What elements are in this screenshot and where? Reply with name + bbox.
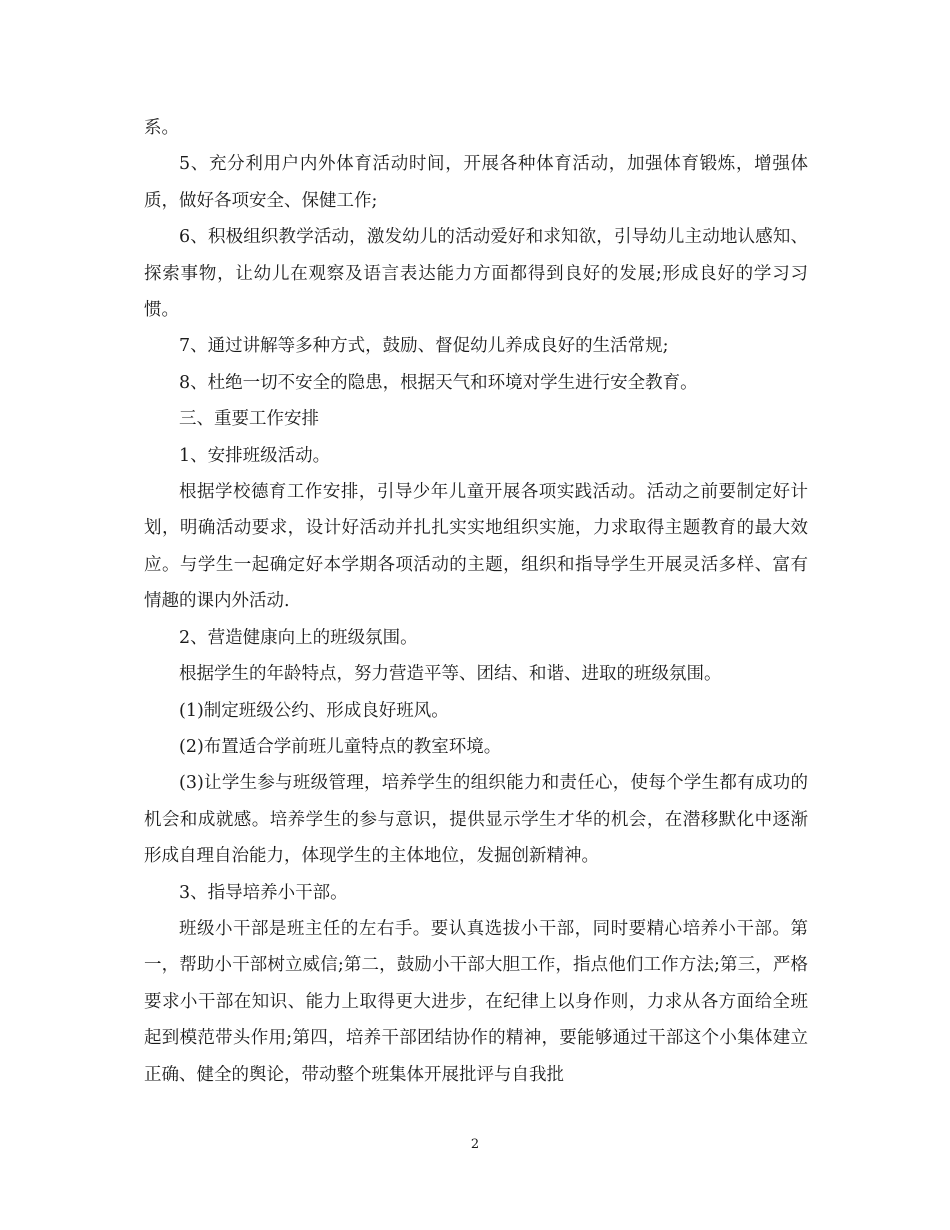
paragraph-activities: 根据学校德育工作安排，引导少年儿童开展各项实践活动。活动之前要制定好计划，明确活动要求，设计好活动并扎扎实实地组织实施，力求取得主题教育的最大效应。与学生一起确定好本学期各项活动的主题，组织和指导学生开展灵活多样、富有情趣的课内外活动. xyxy=(144,482,808,612)
page-number: 2 xyxy=(470,1137,480,1152)
subheading-2: 2、营造健康向上的班级氛围。 xyxy=(179,627,418,648)
subheading-1: 1、安排班级活动。 xyxy=(179,445,331,466)
paragraph-cadres: 班级小干部是班主任的左右手。要认真选拔小干部，同时要精心培养小干部。第一，帮助小干部树立威信;第二，鼓励小干部大胆工作，指点他们工作方法;第三，严格要求小干部在知识、能力上取得更大进步，在纪律上以身作则，力求从各方面给全班起到模范带头作用;第四，培养干部团结协作的精神，要能够通过干部这个小集体建立正确、健全的舆论，带动整个班集体开展批评与自我批 xyxy=(144,918,808,1085)
paragraph-continuation: 系。 xyxy=(144,118,179,138)
document-body xyxy=(144,110,808,1093)
paragraph-item-6: 6、积极组织教学活动，激发幼儿的活动爱好和求知欲，引导幼儿主动地认感知、探索事物，让幼儿在观察及语言表达能力方面都得到良好的发展;形成良好的学习习惯。 xyxy=(144,227,808,321)
list-item-1: (1)制定班级公约、形成良好班风。 xyxy=(179,700,449,721)
paragraph-item-7: 7、通过讲解等多种方式，鼓励、督促幼儿养成良好的生活常规; xyxy=(179,336,669,357)
list-item-3: (3)让学生参与班级管理，培养学生的组织能力和责任心，使每个学生都有成功的机会和成就感。培养学生的参与意识，提供显示学生才华的机会，在潜移默化中逐渐形成自理自治能力，体现学生的主体地位，发掘创新精神。 xyxy=(144,773,808,867)
paragraph-item-8: 8、杜绝一切不安全的隐患，根据天气和环境对学生进行安全教育。 xyxy=(179,372,698,393)
paragraph-atmosphere: 根据学生的年龄特点，努力营造平等、团结、和谐、进取的班级氛围。 xyxy=(179,664,722,685)
subheading-3: 3、指导培养小干部。 xyxy=(179,882,348,903)
paragraph-item-5: 5、充分利用户内外体育活动时间，开展各种体育活动，加强体育锻炼，增强体质，做好各项安全、保健工作; xyxy=(144,154,808,211)
list-item-2: (2)布置适合学前班儿童特点的教室环境。 xyxy=(179,736,502,757)
section-heading: 三、重要工作安排 xyxy=(179,409,319,430)
